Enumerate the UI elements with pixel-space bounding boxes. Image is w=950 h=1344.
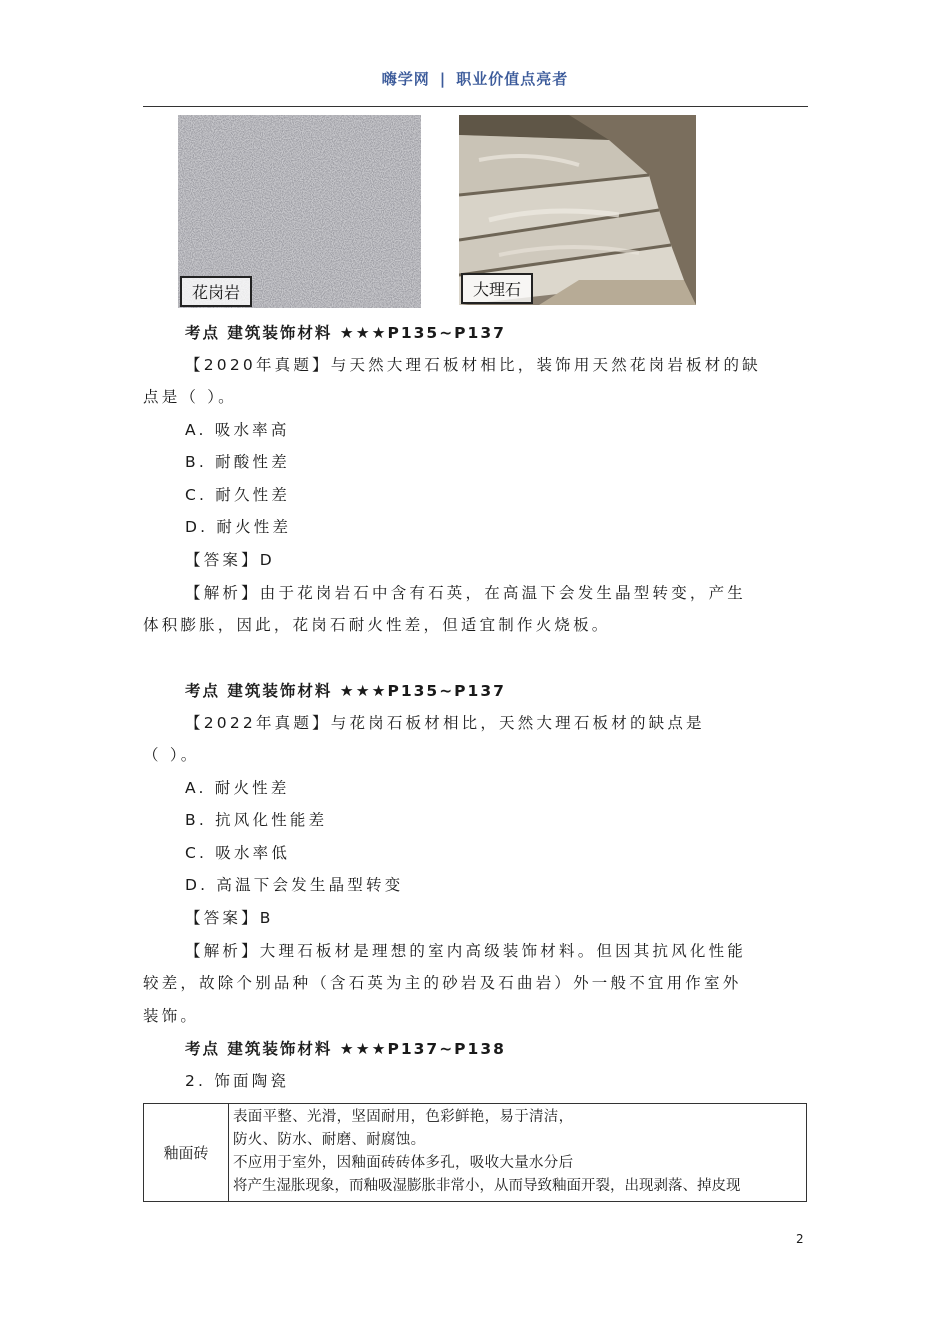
q2-option-a: A. 耐火性差 bbox=[185, 779, 290, 797]
q2-option-c: C. 吸水率低 bbox=[185, 844, 291, 862]
q2-analysis-line2: 较差，故除个别品种（含石英为主的砂岩及石曲岩）外一般不宜用作室外 bbox=[143, 974, 742, 992]
q1-stem-line2: 点是（ ）。 bbox=[143, 388, 237, 406]
marble-image bbox=[459, 115, 696, 305]
table-label: 釉面砖 bbox=[144, 1104, 229, 1201]
header-slogan: 职业价值点亮者 bbox=[456, 70, 569, 88]
q2-heading: 考点 建筑装饰材料 ★★★P135~P137 bbox=[185, 682, 506, 700]
header-site: 嗨学网 bbox=[381, 70, 430, 88]
page-number: 2 bbox=[796, 1232, 804, 1246]
section3-subheading: 2. 饰面陶瓷 bbox=[185, 1072, 290, 1090]
table-line: 不应用于室外，因釉面砖砖体多孔，吸收大量水分后 bbox=[233, 1155, 574, 1171]
q2-stem-line2: （ ）。 bbox=[143, 746, 200, 764]
ceramic-table bbox=[143, 1103, 807, 1202]
table-line: 防火、防水、耐磨、耐腐蚀。 bbox=[233, 1132, 426, 1148]
q1-option-a: A. 吸水率高 bbox=[185, 421, 290, 439]
q2-option-d: D. 高温下会发生晶型转变 bbox=[185, 876, 404, 894]
q1-analysis-line1: 【解析】由于花岗岩石中含有石英，在高温下会发生晶型转变，产生 bbox=[185, 584, 747, 602]
table-content bbox=[233, 1106, 804, 1198]
header-separator: | bbox=[439, 70, 447, 88]
q1-option-c: C. 耐久性差 bbox=[185, 486, 291, 504]
q2-analysis-line3: 装饰。 bbox=[143, 1007, 200, 1025]
section3-heading: 考点 建筑装饰材料 ★★★P137~P138 bbox=[185, 1040, 506, 1058]
q2-stem-line1: 【2022年真题】与花岗石板材相比，天然大理石板材的缺点是 bbox=[185, 714, 705, 732]
page-header bbox=[0, 68, 950, 89]
q2-answer: 【答案】B bbox=[185, 909, 274, 927]
q2-analysis-line1: 【解析】大理石板材是理想的室内高级装饰材料。但因其抗风化性能 bbox=[185, 942, 747, 960]
q1-analysis-line2: 体积膨胀，因此，花岗石耐火性差，但适宜制作火烧板。 bbox=[143, 616, 611, 634]
q1-option-d: D. 耐火性差 bbox=[185, 518, 292, 536]
table-line: 将产生湿胀现象，而釉吸湿膨胀非常小，从而导致釉面开裂，出现剥落、掉皮现 bbox=[233, 1178, 741, 1194]
table-line: 表面平整、光滑，坚固耐用，色彩鲜艳，易于清洁， bbox=[233, 1109, 574, 1125]
q2-option-b: B. 抗风化性能差 bbox=[185, 811, 328, 829]
granite-image bbox=[178, 115, 421, 308]
q1-stem-line1: 【2020年真题】与天然大理石板材相比，装饰用天然花岗岩板材的缺 bbox=[185, 356, 761, 374]
q1-heading: 考点 建筑装饰材料 ★★★P135~P137 bbox=[185, 324, 506, 342]
q1-answer: 【答案】D bbox=[185, 551, 275, 569]
q1-option-b: B. 耐酸性差 bbox=[185, 453, 290, 471]
header-divider bbox=[143, 106, 808, 107]
marble-caption: 大理石 bbox=[461, 273, 533, 304]
granite-caption: 花岗岩 bbox=[180, 276, 252, 307]
